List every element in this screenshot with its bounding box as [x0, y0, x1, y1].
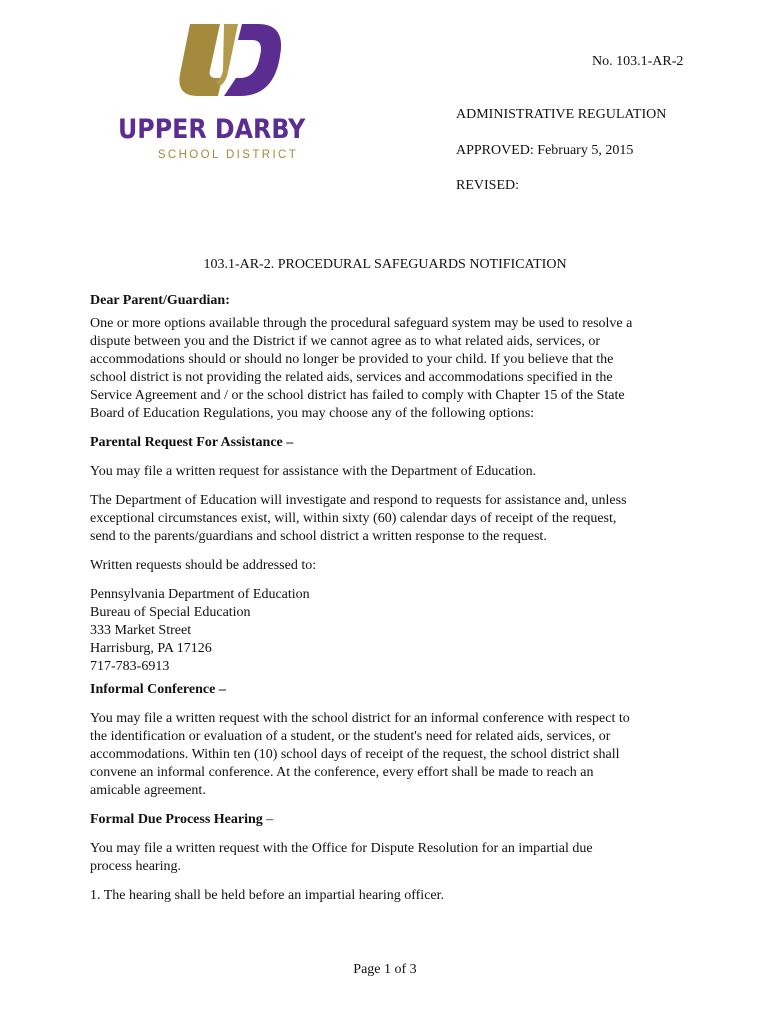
parental-paragraph-3: Written requests should be addressed to:: [90, 558, 317, 573]
section-heading-parental-request: Parental Request For Assistance –: [90, 435, 294, 450]
district-logo: [118, 22, 328, 162]
section-heading-formal-hearing: [90, 811, 690, 829]
logo-district-name: UPPER DARBY: [118, 114, 306, 145]
page-number: Page 1 of 3: [353, 962, 417, 977]
intro-paragraph: [90, 315, 690, 423]
text-line: Service Agreement and / or the school district has failed to comply with Chapter 15 of the State: [90, 388, 625, 403]
text-line: the identification or evaluation of a student, or the student's need for related aids, services, or: [90, 729, 611, 744]
address-line: Harrisburg, PA 17126: [90, 641, 212, 656]
text-line: school district is not providing the related aids, services and accommodations specified in the: [90, 370, 613, 385]
text-line: exceptional circumstances exist, will, within sixty (60) calendar days of receipt of the request,: [90, 511, 617, 526]
parental-paragraph-1: You may file a written request for assistance with the Department of Education.: [90, 464, 537, 479]
formal-heading-dash: –: [262, 812, 274, 827]
formal-heading-text: Formal Due Process Hearing: [90, 812, 263, 827]
salutation: Dear Parent/Guardian:: [90, 293, 230, 308]
text-line: dispute between you and the District if we cannot agree as to what related aids, services, or: [90, 334, 601, 349]
text-line: One or more options available through the procedural safeguard system may be used to resolve a: [90, 316, 633, 331]
address-line: 333 Market Street: [90, 623, 192, 638]
text-line: amicable agreement.: [90, 783, 206, 798]
text-line: Board of Education Regulations, you may choose any of the following options:: [90, 406, 535, 421]
informal-paragraph: [90, 710, 690, 800]
section-heading-informal-conference: Informal Conference –: [90, 682, 226, 697]
document-title: 103.1-AR-2. PROCEDURAL SAFEGUARDS NOTIFICATION: [203, 257, 567, 272]
ud-monogram-icon: [176, 22, 286, 98]
mailing-address: [90, 586, 690, 676]
text-line: The Department of Education will investigate and respond to requests for assistance and, unless: [90, 493, 627, 508]
address-line: Bureau of Special Education: [90, 605, 251, 620]
text-line: convene an informal conference. At the conference, every effort shall be made to reach an: [90, 765, 594, 780]
formal-paragraph: [90, 840, 690, 876]
text-line: You may file a written request with the Office for Dispute Resolution for an impartial due: [90, 841, 593, 856]
text-line: You may file a written request with the school district for an informal conference with respect to: [90, 711, 630, 726]
formal-list-item: 1. The hearing shall be held before an impartial hearing officer.: [90, 888, 445, 903]
logo-subtitle: SCHOOL DISTRICT: [157, 149, 299, 161]
parental-paragraph-2: [90, 492, 690, 546]
text-line: accommodations should or should no longer be provided to your child. If you believe that the: [90, 352, 614, 367]
revised-date: REVISED:: [456, 178, 519, 193]
text-line: process hearing.: [90, 859, 181, 874]
approved-date: APPROVED: February 5, 2015: [456, 143, 634, 158]
text-line: accommodations. Within ten (10) school days of receipt of the request, the school district shall: [90, 747, 620, 762]
document-body: [90, 292, 690, 905]
regulation-type: ADMINISTRATIVE REGULATION: [456, 107, 667, 122]
address-phone: 717-783-6913: [90, 659, 170, 674]
address-line: Pennsylvania Department of Education: [90, 587, 310, 602]
regulation-number: No. 103.1-AR-2: [592, 54, 684, 69]
text-line: send to the parents/guardians and school district a written response to the request.: [90, 529, 547, 544]
